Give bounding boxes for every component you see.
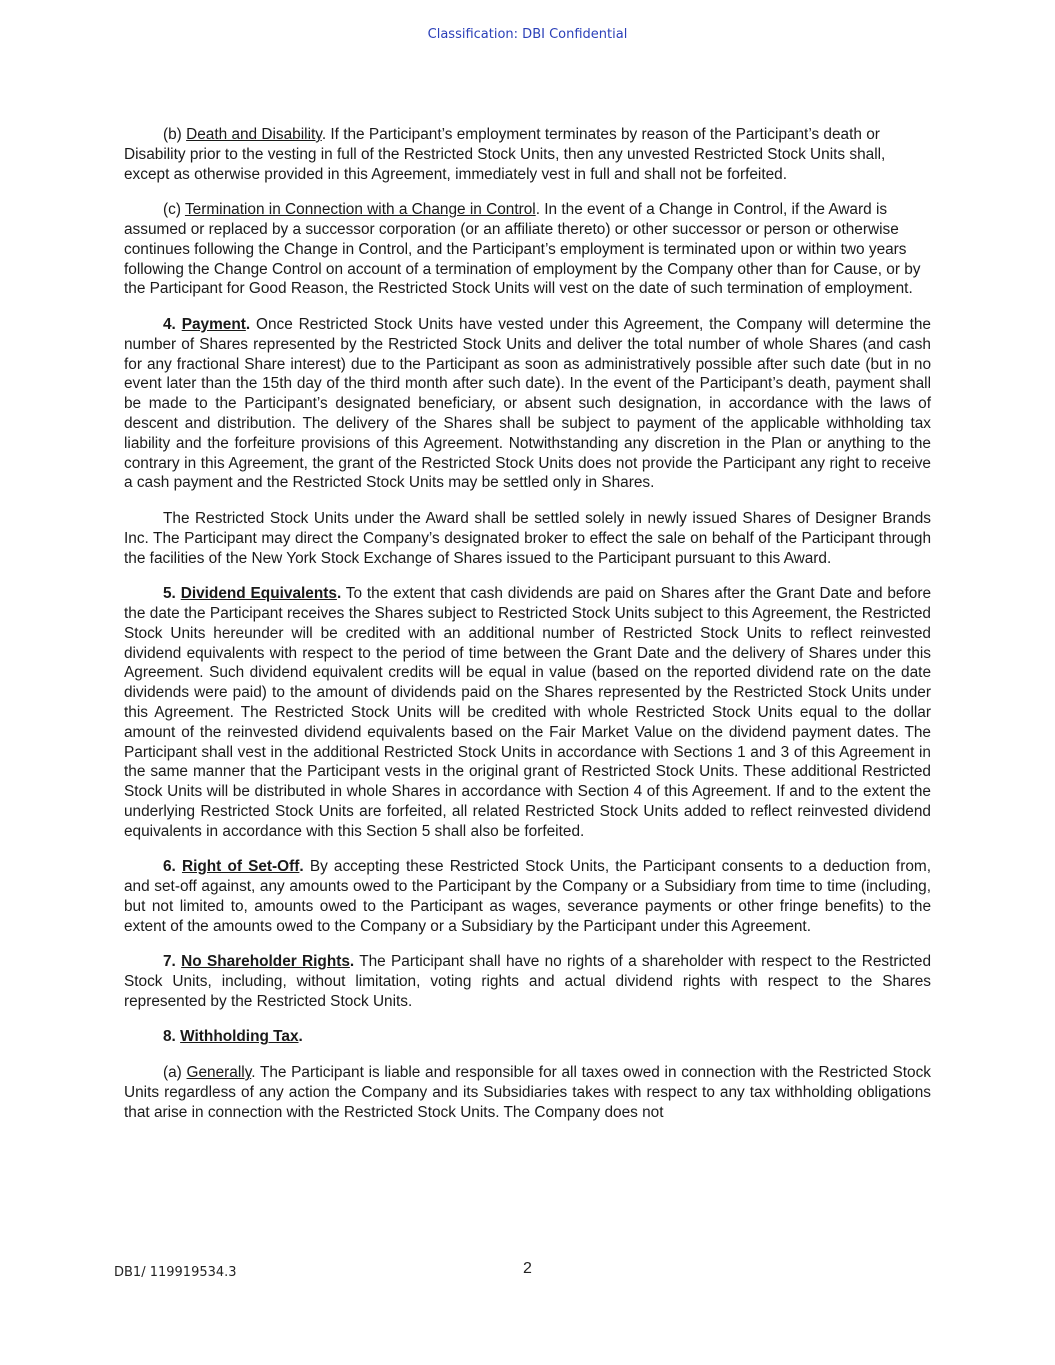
clause-prefix: (c) (163, 201, 185, 219)
clause-body: . The Participant is liable and responsible for all taxes owed in connection with the Restricted Stock Units regardless of any action the Company and its Subsidiaries takes with respect to any tax withholding obligations that arise in connection with the Restricted Stock Units. The Company does not (124, 1064, 931, 1121)
section-title: No Shareholder Rights (181, 953, 350, 971)
clause-title: Death and Disability (186, 126, 322, 143)
paragraph-settlement (124, 509, 931, 568)
section-title-suffix: . (298, 1028, 303, 1046)
section-body: By accepting these Restricted Stock Units, the Participant consents to a deduction from, and set-off against, any amounts owed to the Participant by the Company or a Subsidiary from time to time (including, but not limited to, amounts owed to the Participant as wages, severance payments or other fringe benefits) to the extent of the amounts owed to the Company or a Subsidiary by the Participant under this Agreement. (124, 858, 931, 935)
section-body: To the extent that cash dividends are paid on Shares after the Grant Date and before the date the Participant receives the Shares subject to Restricted Stock Units subject to this Agreement, the Restricted Stock Units hereunder will be credited with an additional number of Restricted Stock Units to reflect reinvested dividend equivalents with respect to the period of time between the Grant Date and the delivery of Shares under this Agreement. Such dividend equivalent credits will be equal in value (based on the reported dividend rate on the date dividends were paid) to the amount of dividends paid on the Shares represented by the Restricted Stock Units under this Agreement. The Restricted Stock Units will be credited with whole Restricted Stock Units equal to the dollar amount of the reinvested dividend equivalents based on the Fair Market Value on the dividend payment dates. The Participant shall vest in the additional Restricted Stock Units in accordance with Sections 1 and 3 of this Agreement in the same manner that the Participant vests in the original grant of Restricted Stock Units. These additional Restricted Stock Units will be distributed in whole Shares in accordance with Section 4 of this Agreement. If and to the extent the underlying Restricted Stock Units are forfeited, all related Restricted Stock Units added to reflect reinvested dividend equivalents in accordance with this Section 5 shall also be forfeited. (124, 585, 932, 840)
section-right-of-set-off: 6. Right of Set-Off. By accepting these Restricted Stock Units, the Participant consents to a deduction from, and set-off against, any amounts owed to the Participant by the Company or a Subsidiary from time to time (including, but not limited to, amounts owed to the Participant as wages, severance payments or other fringe benefits) to the extent of the amounts owed to the Company or a Subsidiary by the Participant under this Agreement. (124, 858, 931, 935)
section-withholding-tax (124, 1027, 931, 1047)
section-payment: 4. Payment. Once Restricted Stock Units have vested under this Agreement, the Company will determine the number of Shares represented by the Restricted Stock Units and deliver the total number of whole Shares (and cash for any fractional Share interest) due to the Participant as soon as administratively possible after such date (but in no event later than the 15th day of the third month after such date). In the event of the Participant’s death, payment shall be made to the Participant’s designated beneficiary, or absent such designation, in accordance with the laws of descent and distribution. The delivery of the Shares shall be subject to payment of the applicable withholding tax liability and the forfeiture provisions of this Agreement. Notwithstanding any discretion in the Plan or anything to the contrary in this Agreement, the grant of the Restricted Stock Units does not provide the Participant any right to receive a cash payment and the Restricted Stock Units may be settled only in Shares. (124, 315, 931, 492)
clause-title: Generally (186, 1064, 252, 1082)
paragraph-generally (124, 1063, 931, 1122)
clause-prefix: (b) (163, 126, 187, 143)
section-title: Withholding Tax (180, 1028, 299, 1046)
section-number: 8. (163, 1028, 176, 1046)
document-body (124, 125, 931, 1138)
paragraph-change-in-control (124, 200, 931, 299)
paragraph-body: The Restricted Stock Units under the Award shall be settled solely in newly issued Shares of Designer Brands Inc. The Participant may direct the Company’s designated broker to effect the sale on behalf of the Participant through the facilities of the New York Stock Exchange of Shares issued to the Participant pursuant to this Award. (124, 509, 931, 567)
page-number: 2 (523, 1260, 532, 1277)
paragraph-death-disability (124, 125, 931, 184)
section-number: 7. (163, 953, 176, 971)
clause-prefix: (a) (163, 1064, 187, 1082)
section-dividend-equivalents: 5. Dividend Equivalents. To the extent that cash dividends are paid on Shares after the Grant Date and before the date the Participant receives the Shares subject to Restricted Stock Units subject to this Agreement, the Restricted Stock Units hereunder will be credited with an additional number of Restricted Stock Units to reflect reinvested dividend equivalents with respect to the period of time between the Grant Date and the delivery of Shares under this Agreement. Such dividend equivalent credits will be equal in value (based on the reported dividend rate on the date dividends were paid) to the amount of dividends paid on the Shares represented by the Restricted Stock Units under this Agreement. The Restricted Stock Units will be credited with whole Restricted Stock Units equal to the dollar amount of the reinvested dividend equivalents based on the Fair Market Value on the dividend payment dates. The Participant shall vest in the additional Restricted Stock Units in accordance with Sections 1 and 3 of this Agreement in the same manner that the Participant vests in the original grant of Restricted Stock Units. These additional Restricted Stock Units will be distributed in whole Shares in accordance with Section 4 of this Agreement. If and to the extent the underlying Restricted Stock Units are forfeited, all related Restricted Stock Units added to reflect reinvested dividend equivalents in accordance with this Section 5 shall also be forfeited. (124, 585, 932, 840)
section-title: Payment (181, 315, 246, 333)
section-number: 4. (163, 315, 176, 333)
document-id: DB1/ 119919534.3 (114, 1265, 237, 1280)
section-title: Dividend Equivalents (180, 585, 337, 603)
section-no-shareholder-rights: 7. No Shareholder Rights. The Participant shall have no rights of a shareholder with respect to the Restricted Stock Units, including, without limitation, voting rights and actual dividend rights with respect to the Shares represented by the Restricted Stock Units. (124, 953, 932, 1010)
section-body: The Participant shall have no rights of a shareholder with respect to the Restricted Stock Units, including, without limitation, voting rights and actual dividend rights with respect to the Shares represented by the Restricted Stock Units. (124, 953, 932, 1010)
section-number: 5. (163, 585, 176, 603)
section-number: 6. (163, 858, 176, 876)
clause-title: Termination in Connection with a Change in Control (184, 201, 536, 219)
section-body: Once Restricted Stock Units have vested under this Agreement, the Company will determine the number of Shares represented by the Restricted Stock Units and deliver the total number of whole Shares (and cash for any fractional Share interest) due to the Participant as soon as administratively possible after such date (but in no event later than the 15th day of the third month after such date). In the event of the Participant’s death, payment shall be made to the Participant’s designated beneficiary, or absent such designation, in accordance with the laws of descent and distribution. The delivery of the Shares shall be subject to payment of the applicable withholding tax liability and the forfeiture provisions of this Agreement. Notwithstanding any discretion in the Plan or anything to the contrary in this Agreement, the grant of the Restricted Stock Units does not provide the Participant any right to receive a cash payment and the Restricted Stock Units may be settled only in Shares. (124, 315, 931, 492)
classification-header: Classification: DBI Confidential (427, 27, 628, 42)
clause-body: . If the Participant’s employment terminates by reason of the Participant’s death or Disability prior to the vesting in full of the Restricted Stock Units, then any unvested Restricted Stock Units shall, except as otherwise provided in this Agreement, immediately vest in full and shall not be forfeited. (124, 126, 886, 183)
clause-body: . In the event of a Change in Control, if the Award is assumed or replaced by a successor corporation (or an affiliate thereto) or other successor or person or otherwise continues following the Change in Control, and the Participant’s employment is terminated upon or within two years following the Change Control on account of a termination of employment by the Company other than for Cause, or by the Participant for Good Reason, the Restricted Stock Units will vest on the date of such termination of employment. (124, 201, 921, 298)
section-title: Right of Set-Off (181, 858, 300, 876)
